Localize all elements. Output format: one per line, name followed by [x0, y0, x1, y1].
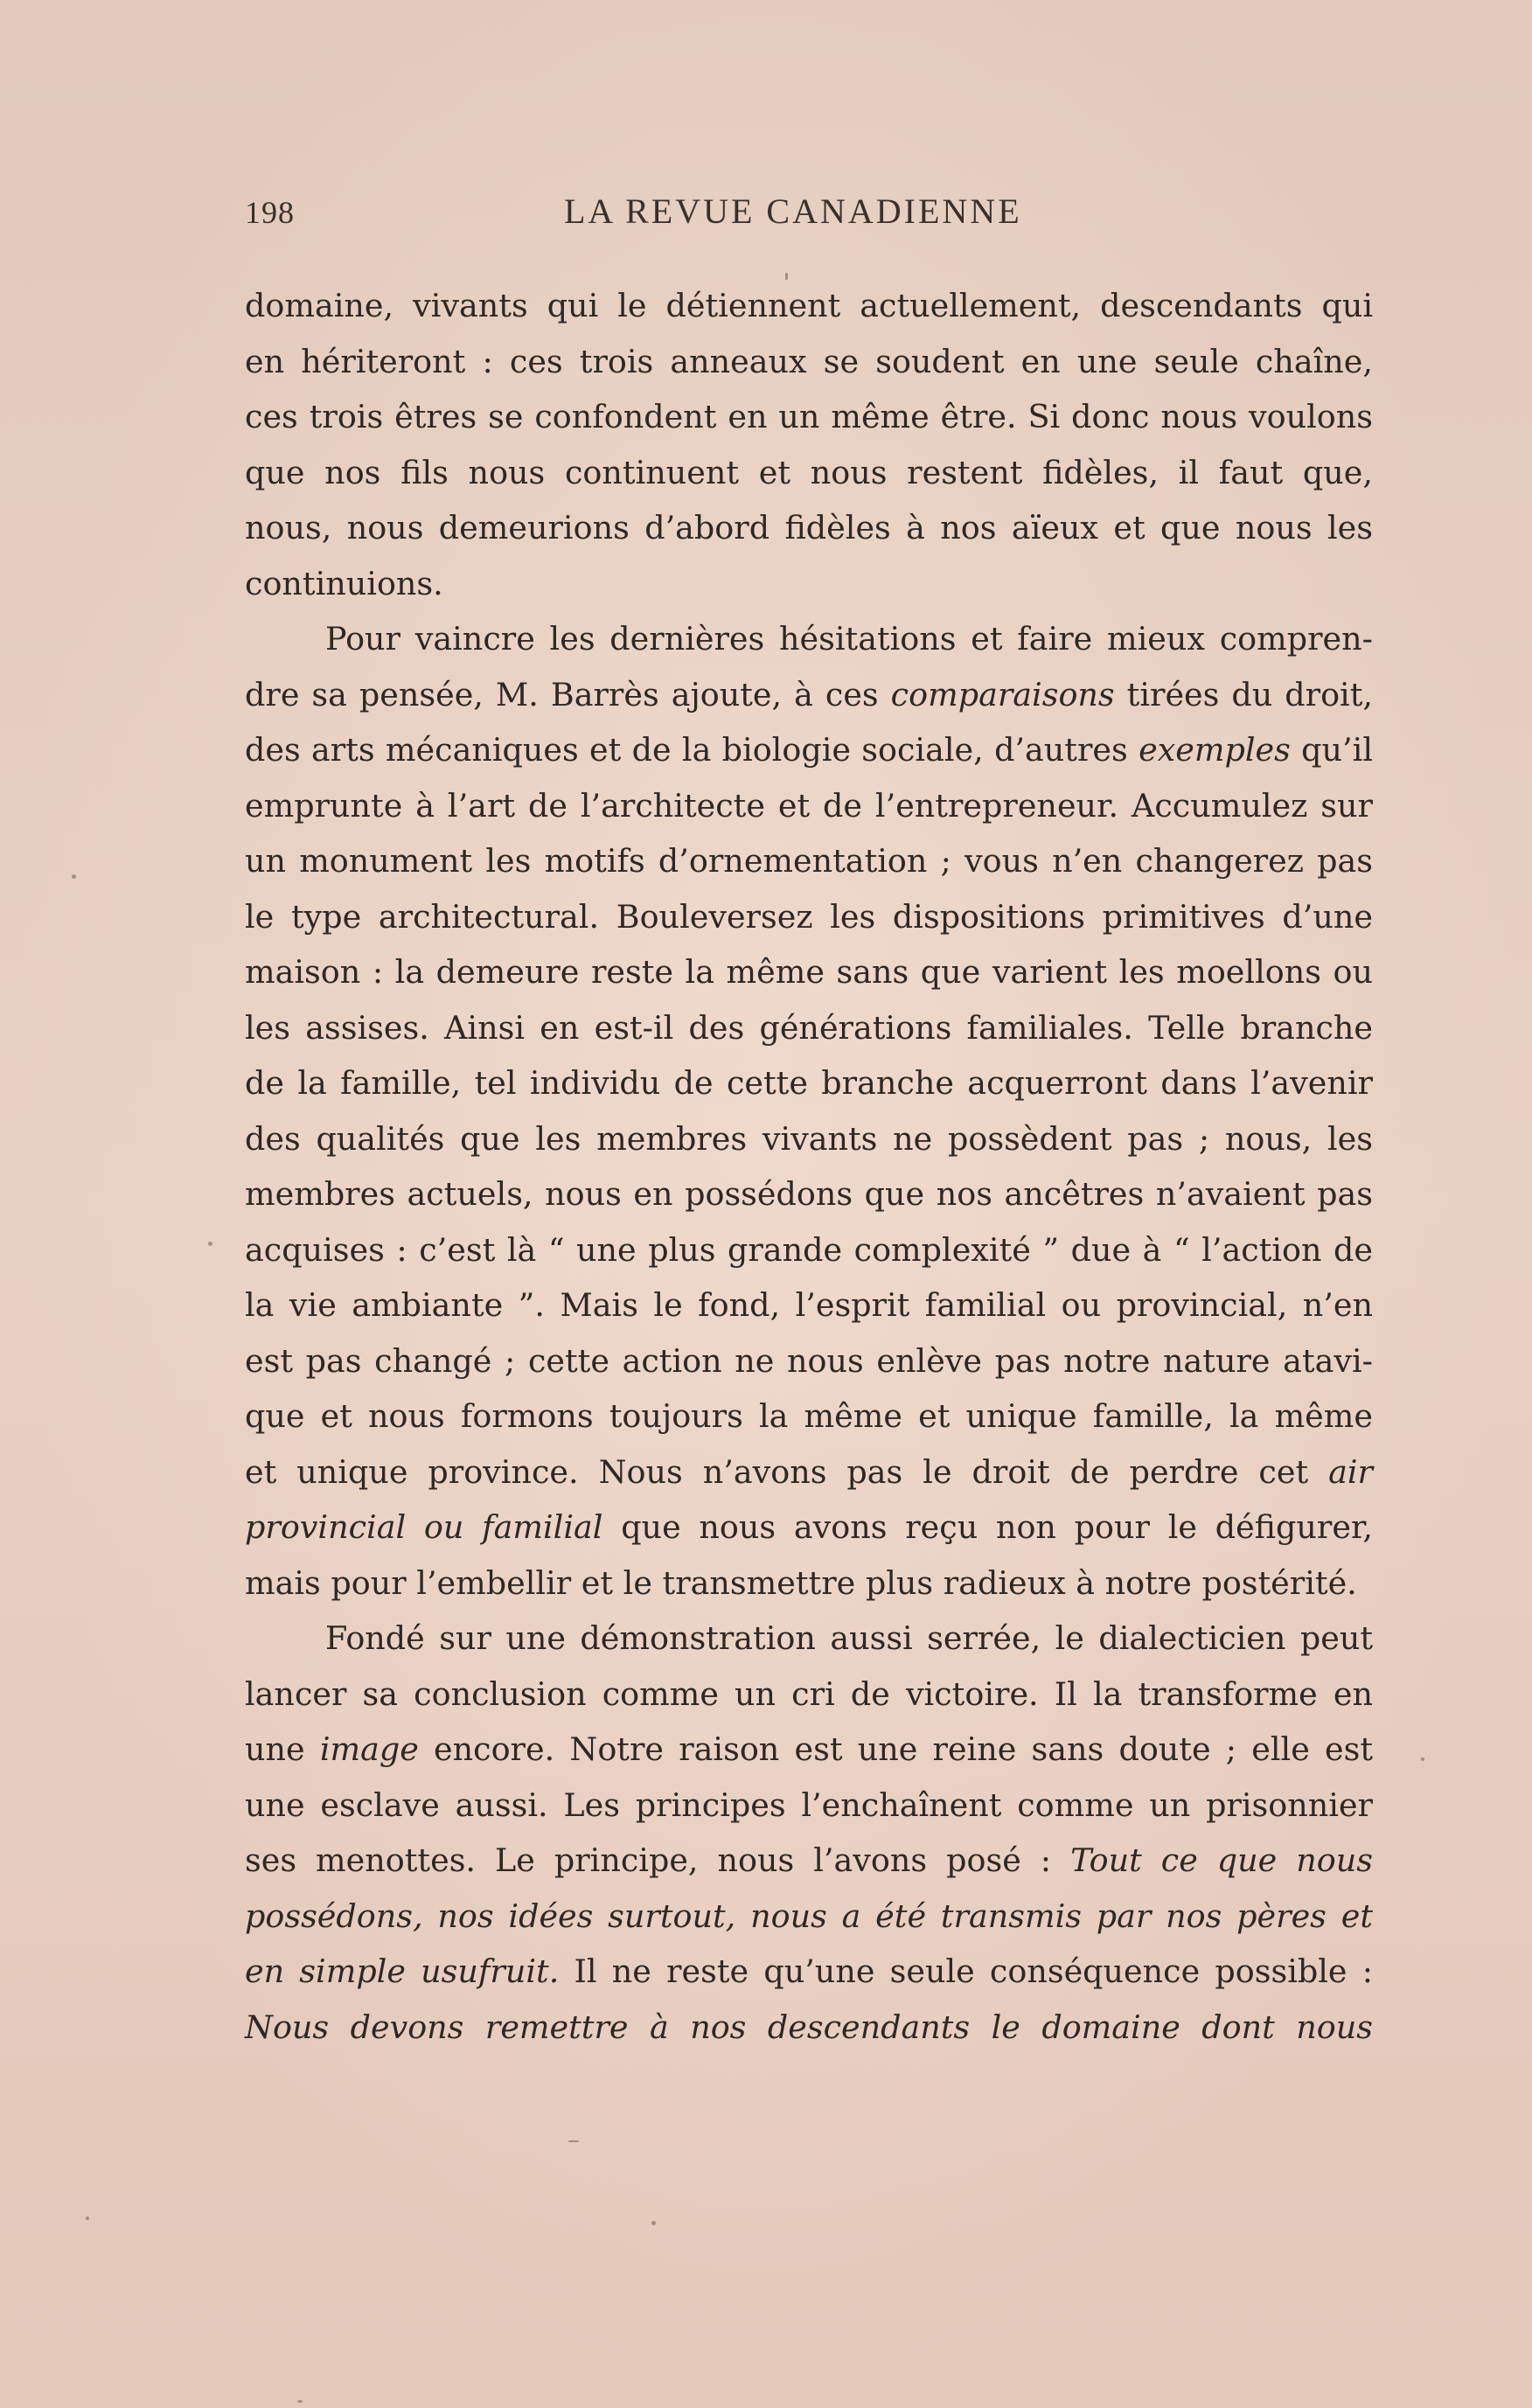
text-line — [245, 500, 1373, 556]
text-line — [245, 1222, 1373, 1278]
text-line — [245, 445, 1373, 501]
italic-text: comparaisons — [890, 675, 1115, 713]
text-line — [245, 889, 1373, 945]
paper-speck — [208, 1242, 212, 1246]
text-line — [245, 1166, 1373, 1222]
text-line — [245, 1388, 1373, 1444]
text-line — [245, 1833, 1373, 1889]
text-line — [245, 1889, 1373, 1945]
page-number: 198 — [245, 195, 295, 230]
text-segment: ses menottes. Le principe, nous l’avons posé : — [245, 1841, 1071, 1879]
text-line — [245, 1333, 1373, 1389]
paper-speck — [568, 2140, 579, 2142]
text-segment: un monument les motifs d’ornementation ; vous n’en changerez pas — [245, 842, 1373, 880]
italic-text: provincial ou familial — [245, 1508, 603, 1546]
text-line — [245, 944, 1373, 1000]
text-segment: Fondé sur une démonstration aussi serrée, le dialecticien peut — [325, 1619, 1373, 1657]
italic-text: possédons, nos idées surtout, nous a été transmis par nos pères et — [245, 1896, 1373, 1935]
text-line — [245, 1500, 1373, 1555]
text-line — [245, 1111, 1373, 1167]
text-segment: membres actuels, nous en possédons que nos ancêtres n’avaient pas — [245, 1175, 1373, 1213]
text-segment: lancer sa conclusion comme un cri de victoire. Il la transforme en — [245, 1674, 1373, 1713]
text-segment: Il ne reste qu’une seule conséquence possible : — [559, 1952, 1374, 1990]
text-line — [245, 1277, 1373, 1333]
paper-speck — [785, 273, 788, 280]
text-line — [245, 334, 1373, 390]
text-segment: est pas changé ; cette action ne nous enlève pas notre nature atavi- — [245, 1341, 1373, 1380]
text-segment: acquises : c’est là “ une plus grande complexité ” due à “ l’action de — [245, 1230, 1373, 1269]
text-segment: des qualités que les membres vivants ne possèdent pas ; nous, les — [245, 1119, 1373, 1158]
text-segment: tirées du droit, — [1114, 675, 1373, 713]
text-segment: dre sa pensée, M. Barrès ajoute, à ces — [245, 675, 891, 713]
text-line — [245, 1444, 1373, 1500]
text-segment: le type architectural. Bouleversez les dispositions primitives d’une — [245, 897, 1373, 936]
body-text — [245, 278, 1373, 2055]
text-line — [245, 667, 1373, 723]
italic-text: Tout ce que nous — [1070, 1841, 1373, 1879]
text-line — [245, 778, 1373, 834]
text-segment: nous, nous demeurions d’abord fidèles à nos aïeux et que nous les — [245, 509, 1373, 546]
italic-text: image — [319, 1730, 419, 1768]
text-segment: une esclave aussi. Les principes l’enchaînent comme un prisonnier — [245, 1785, 1373, 1824]
text-segment: de la famille, tel individu de cette branche acquerront dans l’avenir — [245, 1064, 1373, 1102]
text-segment: des arts mécaniques et de la biologie sociale, d’autres — [245, 731, 1139, 769]
text-line — [245, 278, 1373, 334]
text-segment: que nos fils nous continuent et nous restent fidèles, il faut que, — [245, 453, 1373, 491]
text-line — [245, 722, 1373, 778]
paper-speck — [297, 2400, 303, 2403]
text-segment: et unique province. Nous n’avons pas le droit de perdre cet — [245, 1452, 1329, 1491]
text-segment: emprunte à l’art de l’architecte et de l’entrepreneur. Accumulez sur — [245, 786, 1373, 825]
paper-speck — [651, 2221, 656, 2225]
text-segment: Pour vaincre les dernières hésitations et faire mieux compren- — [325, 620, 1373, 658]
text-segment: que nous avons reçu non pour le défigurer, — [602, 1508, 1373, 1546]
italic-text: en simple usufruit. — [245, 1952, 560, 1990]
text-line — [245, 1555, 1373, 1611]
text-line — [245, 1055, 1373, 1111]
text-segment: ces trois êtres se confondent en un même être. Si donc nous voulons — [245, 398, 1373, 435]
text-line — [245, 611, 1373, 667]
text-line — [245, 1667, 1373, 1722]
text-line — [245, 2000, 1373, 2056]
text-line — [245, 833, 1373, 889]
running-head — [245, 184, 1373, 236]
text-line — [245, 556, 1373, 612]
italic-text: Nous devons remettre à nos descendants le domaine dont nous — [245, 2008, 1373, 2046]
paper-speck — [72, 874, 76, 879]
italic-text: air — [1328, 1452, 1373, 1491]
text-segment: la vie ambiante ”. Mais le fond, l’esprit familial ou provincial, n’en — [245, 1286, 1373, 1324]
journal-title: LA REVUE CANADIENNE — [564, 191, 1022, 231]
text-line — [245, 1778, 1373, 1834]
text-line — [245, 1611, 1373, 1667]
text-segment: les assises. Ainsi en est-il des générations familiales. Telle branche — [245, 1008, 1373, 1047]
text-segment: que et nous formons toujours la même et unique famille, la même — [245, 1397, 1373, 1435]
text-segment: domaine, vivants qui le détiennent actuellement, descendants qui — [245, 287, 1373, 324]
text-line — [245, 1944, 1373, 2000]
text-segment: continuions. — [245, 564, 443, 602]
paper-speck — [1421, 1757, 1424, 1761]
text-segment: une — [245, 1730, 320, 1768]
text-segment: maison : la demeure reste la même sans que varient les moellons ou — [245, 953, 1373, 991]
text-line — [245, 389, 1373, 445]
text-line — [245, 1000, 1373, 1056]
text-segment: encore. Notre raison est une reine sans doute ; elle est — [418, 1730, 1373, 1768]
text-line — [245, 1722, 1373, 1778]
text-segment: mais pour l’embellir et le transmettre plus radieux à notre postérité. — [245, 1563, 1357, 1602]
text-segment: en hériteront : ces trois anneaux se soudent en une seule chaîne, — [245, 342, 1373, 380]
italic-text: exemples — [1139, 731, 1291, 769]
text-segment: qu’il — [1290, 731, 1373, 769]
paper-speck — [86, 2217, 89, 2220]
